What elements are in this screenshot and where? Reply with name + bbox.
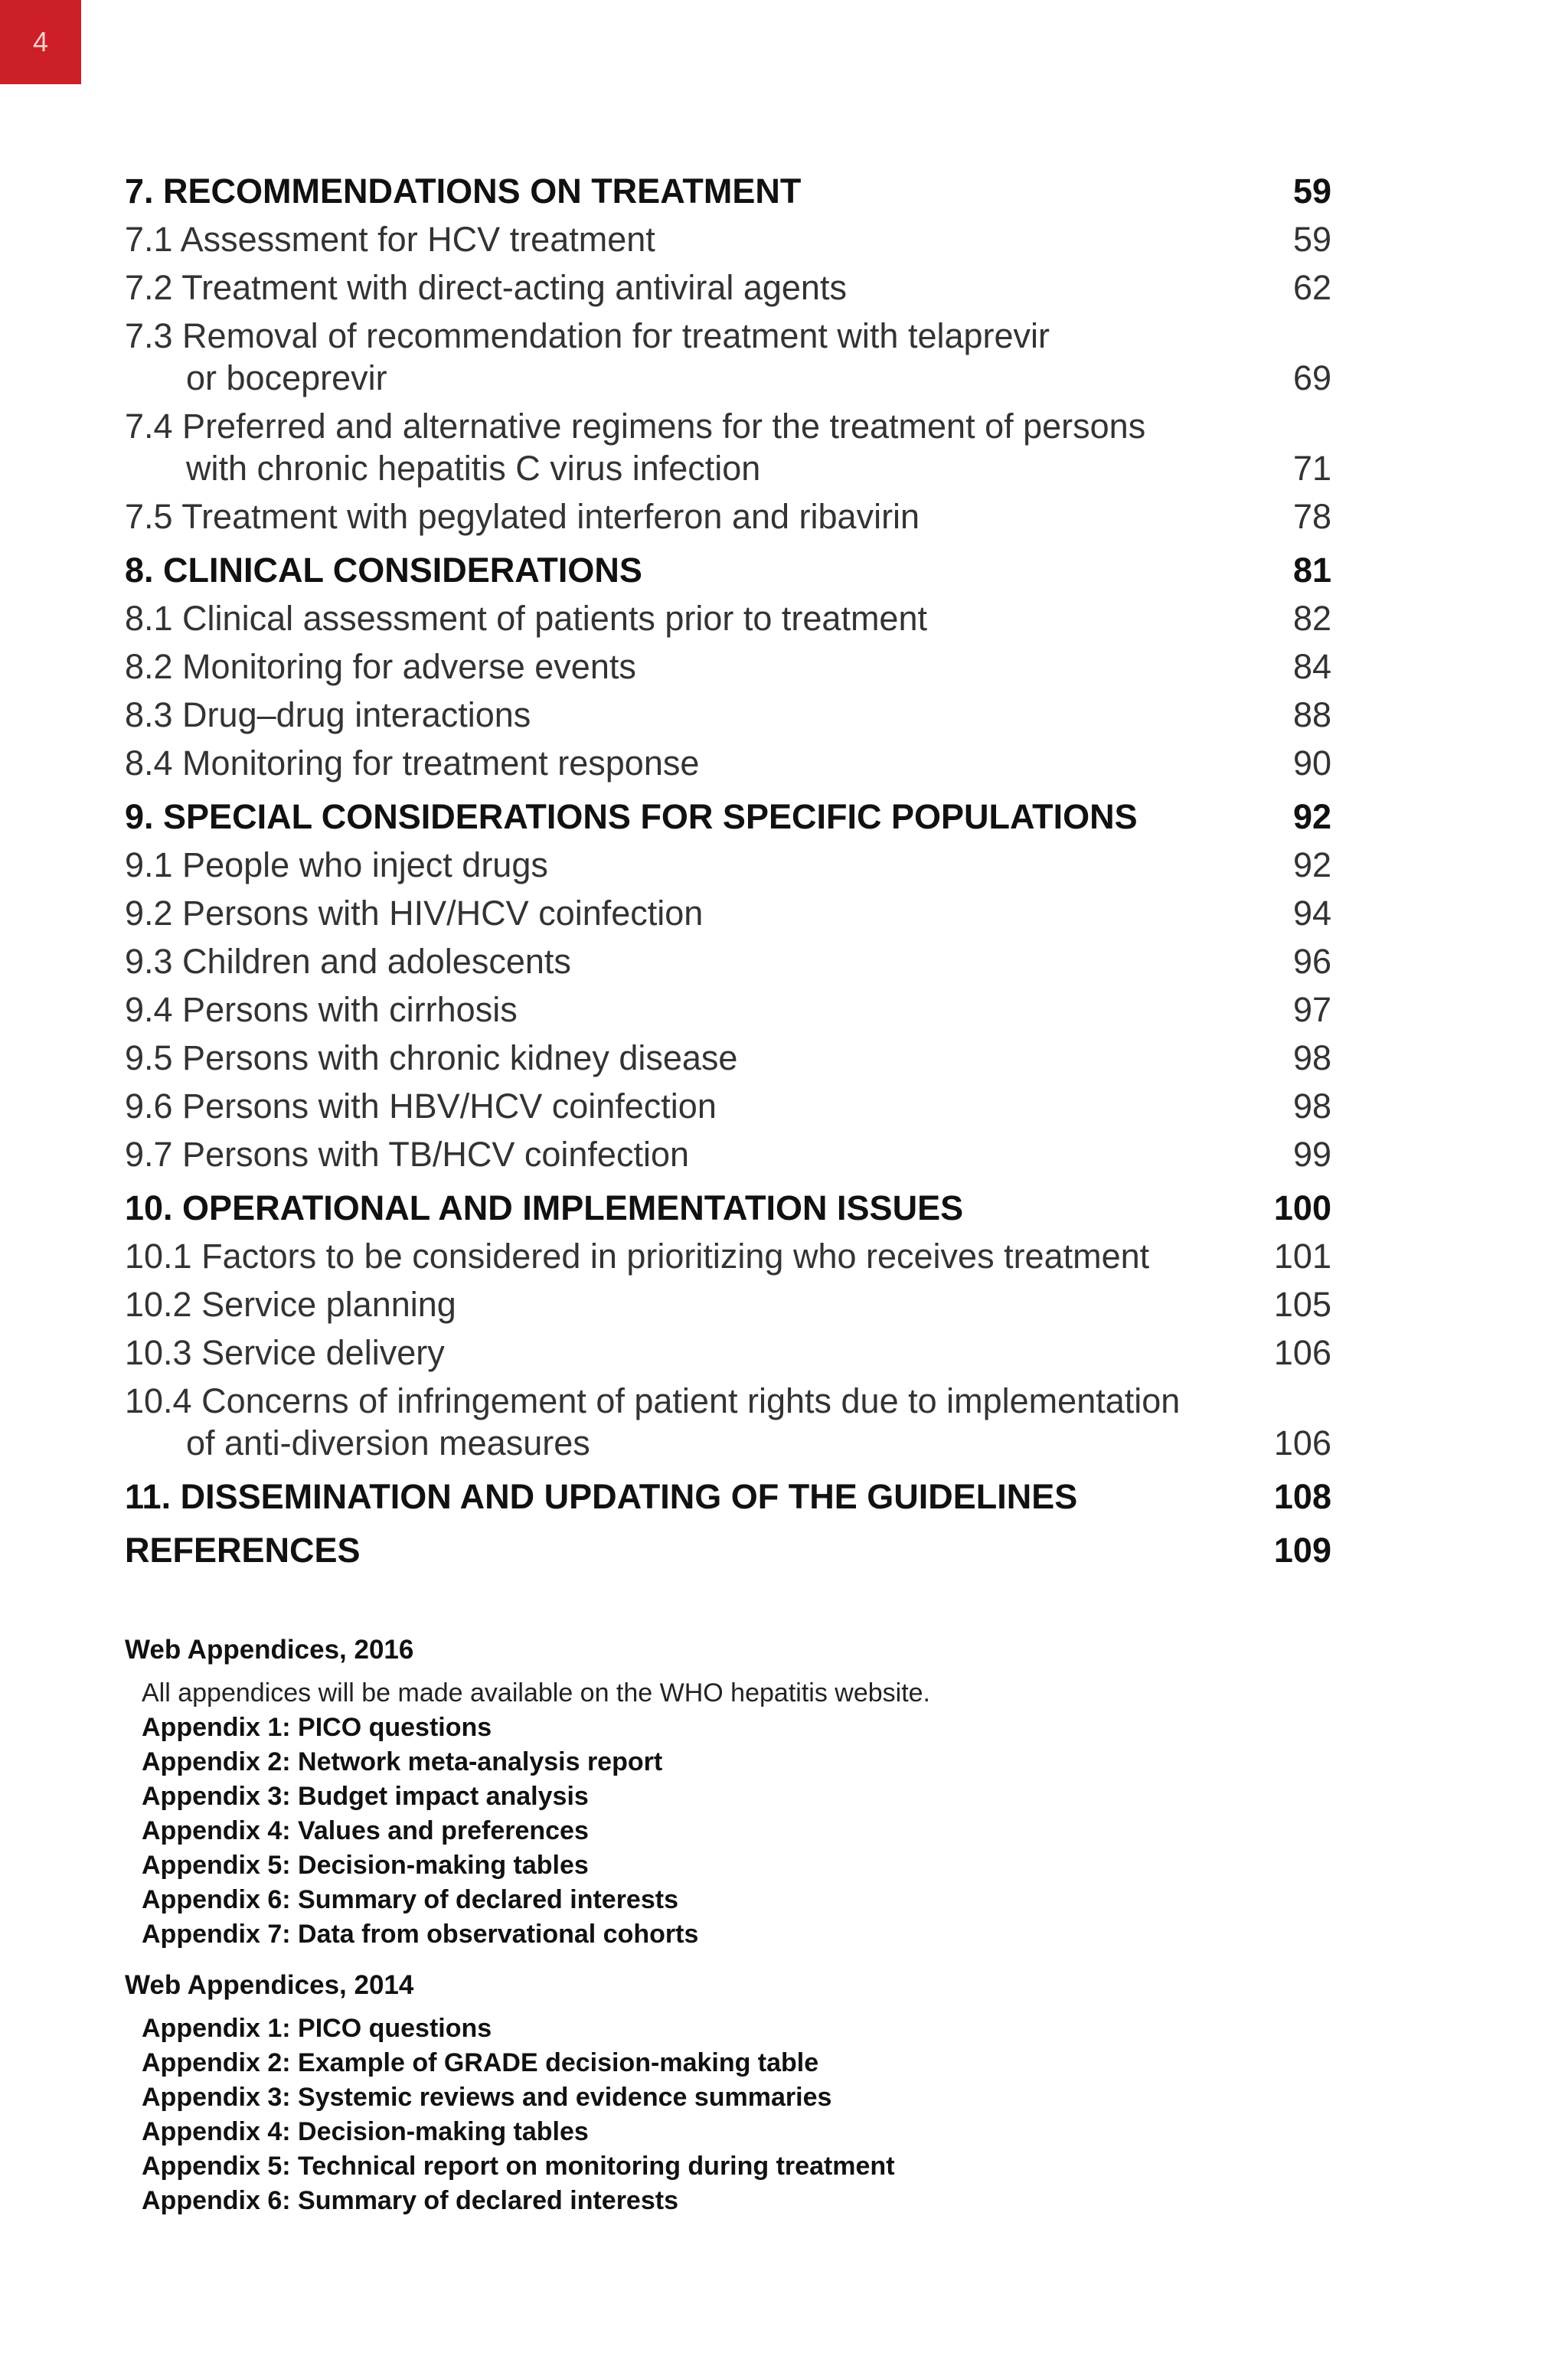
appendix-list (125, 2011, 1331, 2218)
toc-entry-title (125, 940, 1263, 982)
toc-entry-page: 106 (1273, 1423, 1331, 1462)
toc-entry-page: 96 (1292, 942, 1331, 981)
toc-heading[interactable] (125, 170, 1331, 212)
toc-entry-title (125, 1332, 1263, 1374)
toc-entry-title-text: 9.2 Persons with HIV/HCV coinfection (125, 894, 704, 933)
toc-entry[interactable] (125, 742, 1331, 784)
toc-entry-title (125, 495, 1263, 538)
toc-entry-page: 69 (1292, 358, 1331, 397)
toc-entry[interactable] (125, 405, 1331, 489)
toc-entry-title-text: 8.4 Monitoring for treatment response (125, 743, 700, 783)
appendix-item[interactable]: Appendix 4: Values and preferences (142, 1816, 589, 1845)
toc-section (125, 549, 1331, 784)
toc-entry[interactable] (125, 1085, 1331, 1127)
toc-entry-title (125, 1085, 1263, 1127)
web-appendices (125, 1633, 1331, 2235)
toc-entry-page: 98 (1292, 1038, 1331, 1077)
toc-entry-title-text: 8.1 Clinical assessment of patients prior to treatment (125, 599, 927, 638)
toc-entry-page: 106 (1273, 1333, 1331, 1372)
toc-entry-title-text: 9.3 Children and adolescents (125, 942, 571, 981)
toc-entry-title-text: 7.4 Preferred and alternative regimens for the treatment of persons (125, 407, 1146, 446)
toc-entry[interactable] (125, 218, 1331, 260)
toc-heading-page: 59 (1292, 172, 1331, 211)
toc-entry-title-text: 9.6 Persons with HBV/HCV coinfection (125, 1087, 717, 1126)
toc-section (125, 1187, 1331, 1464)
appendix-list (125, 1676, 1331, 1952)
appendix-item[interactable]: Appendix 6: Summary of declared interests (142, 2186, 678, 2215)
toc-entry[interactable] (125, 694, 1331, 736)
toc-entry[interactable] (125, 989, 1331, 1031)
toc-entry-title-text: 10.1 Factors to be considered in prioritizing who receives treatment (125, 1237, 1150, 1276)
toc-heading-page: 100 (1273, 1188, 1331, 1227)
toc-entry-page: 99 (1292, 1135, 1331, 1174)
toc-heading-title: 8. CLINICAL CONSIDERATIONS (125, 551, 642, 590)
appendix-item[interactable]: Appendix 2: Network meta-analysis report (142, 1747, 663, 1776)
toc-section (125, 796, 1331, 1175)
toc-heading-title: 10. OPERATIONAL AND IMPLEMENTATION ISSUES (125, 1188, 964, 1227)
toc-heading-title: REFERENCES (125, 1531, 361, 1570)
appendix-item[interactable]: Appendix 5: Technical report on monitoring during treatment (142, 2152, 895, 2181)
table-of-contents (125, 170, 1331, 1583)
toc-heading-title: 9. SPECIAL CONSIDERATIONS FOR SPECIFIC POPULATIONS (125, 797, 1138, 836)
appendix-item[interactable]: Appendix 1: PICO questions (142, 1713, 492, 1742)
appendix-item[interactable]: Appendix 7: Data from observational cohorts (142, 1920, 699, 1949)
toc-entry-page: 97 (1292, 990, 1331, 1029)
toc-entry-page: 92 (1292, 845, 1331, 884)
toc-heading[interactable] (125, 1476, 1331, 1518)
toc-entry-title (125, 1133, 1263, 1175)
toc-entry[interactable] (125, 315, 1331, 399)
appendix-item[interactable]: Appendix 5: Decision-making tables (142, 1851, 589, 1880)
toc-heading[interactable] (125, 1529, 1331, 1571)
toc-entry[interactable] (125, 1037, 1331, 1079)
toc-entry-title (125, 645, 1263, 688)
toc-entry-title (125, 989, 1263, 1031)
toc-entry-title (125, 1037, 1263, 1079)
appendix-item[interactable]: Appendix 3: Systemic reviews and evidence summaries (142, 2083, 832, 2112)
toc-entry-title-text: 7.1 Assessment for HCV treatment (125, 220, 655, 259)
page-number: 4 (32, 26, 49, 57)
toc-entry-title-text: 7.5 Treatment with pegylated interferon and ribavirin (125, 497, 920, 536)
toc-entry-title (125, 694, 1263, 736)
toc-entry-page: 71 (1292, 449, 1331, 488)
toc-entry[interactable] (125, 645, 1331, 688)
toc-heading-page: 109 (1273, 1531, 1331, 1570)
toc-entry-page: 88 (1292, 695, 1331, 734)
toc-section (125, 1529, 1331, 1571)
toc-entry-title-text: 10.3 Service delivery (125, 1333, 445, 1372)
toc-heading-title: 7. RECOMMENDATIONS ON TREATMENT (125, 172, 802, 211)
toc-entry[interactable] (125, 597, 1331, 639)
toc-entry[interactable] (125, 266, 1331, 309)
toc-entry-page: 90 (1292, 743, 1331, 783)
toc-entry[interactable] (125, 1332, 1331, 1374)
toc-entry-title-text: 7.3 Removal of recommendation for treatment with telaprevir (125, 316, 1050, 355)
toc-entry-title (125, 844, 1263, 886)
toc-entry-title-text: 10.2 Service planning (125, 1285, 456, 1324)
toc-entry-page: 82 (1292, 599, 1331, 638)
toc-entry-title-text: 9.7 Persons with TB/HCV coinfection (125, 1135, 690, 1174)
toc-section (125, 170, 1331, 538)
toc-entry-title-continued: of anti-diversion measures (186, 1423, 590, 1462)
toc-entry-title (125, 218, 1263, 260)
toc-entry-page: 84 (1292, 647, 1331, 686)
toc-entry-page: 78 (1292, 497, 1331, 536)
appendix-group-heading: Web Appendices, 2016 (125, 1635, 414, 1665)
toc-entry-title-text: 9.4 Persons with cirrhosis (125, 990, 518, 1029)
toc-entry-title-text: 8.2 Monitoring for adverse events (125, 647, 636, 686)
appendix-note: All appendices will be made available on the WHO hepatitis website. (142, 1678, 930, 1708)
toc-entry[interactable] (125, 1235, 1331, 1277)
toc-entry[interactable] (125, 1380, 1331, 1464)
appendix-item[interactable]: Appendix 2: Example of GRADE decision-making table (142, 2048, 819, 2077)
toc-entry-page: 62 (1292, 268, 1331, 307)
toc-entry[interactable] (125, 844, 1331, 886)
appendix-group-heading: Web Appendices, 2014 (125, 1970, 414, 2000)
toc-entry-title (125, 892, 1263, 934)
toc-entry-title (125, 1235, 1263, 1277)
toc-entry-title (125, 597, 1263, 639)
toc-entry-title-text: 10.4 Concerns of infringement of patient rights due to implementation (125, 1381, 1181, 1420)
appendix-item[interactable]: Appendix 1: PICO questions (142, 2014, 492, 2043)
page-number-tab (0, 0, 81, 84)
toc-heading-page: 92 (1292, 797, 1331, 836)
appendix-item[interactable]: Appendix 3: Budget impact analysis (142, 1782, 589, 1811)
toc-section (125, 1476, 1331, 1518)
toc-entry-title (125, 266, 1263, 309)
toc-entry[interactable] (125, 1283, 1331, 1325)
appendix-item[interactable]: Appendix 4: Decision-making tables (142, 2117, 589, 2146)
toc-entry-page: 105 (1273, 1285, 1331, 1324)
toc-entry-title (125, 315, 1263, 399)
toc-heading-title: 11. DISSEMINATION AND UPDATING OF THE GUIDELINES (125, 1477, 1078, 1516)
toc-entry-page: 59 (1292, 220, 1331, 259)
toc-entry-title (125, 1380, 1263, 1464)
toc-entry-title-text: 9.5 Persons with chronic kidney disease (125, 1038, 738, 1077)
toc-heading-page: 108 (1273, 1477, 1331, 1516)
toc-entry-page: 98 (1292, 1087, 1331, 1126)
toc-heading[interactable] (125, 549, 1331, 591)
toc-entry-title-text: 8.3 Drug–drug interactions (125, 695, 531, 734)
toc-entry[interactable] (125, 892, 1331, 934)
toc-entry-title (125, 1283, 1263, 1325)
toc-entry[interactable] (125, 940, 1331, 982)
toc-entry-title-text: 9.1 People who inject drugs (125, 845, 548, 884)
toc-entry-title-text: 7.2 Treatment with direct-acting antiviral agents (125, 268, 847, 307)
appendix-item[interactable]: Appendix 6: Summary of declared interests (142, 1885, 678, 1914)
toc-entry-title (125, 742, 1263, 784)
toc-entry-page: 94 (1292, 894, 1331, 933)
toc-entry[interactable] (125, 1133, 1331, 1175)
toc-entry-title (125, 405, 1263, 489)
toc-heading[interactable] (125, 1187, 1331, 1229)
toc-entry-page: 101 (1273, 1237, 1331, 1276)
toc-heading[interactable] (125, 796, 1331, 838)
toc-entry-title-continued: with chronic hepatitis C virus infection (186, 449, 761, 488)
toc-heading-page: 81 (1292, 551, 1331, 590)
toc-entry[interactable] (125, 495, 1331, 538)
toc-entry-title-continued: or boceprevir (186, 358, 387, 397)
